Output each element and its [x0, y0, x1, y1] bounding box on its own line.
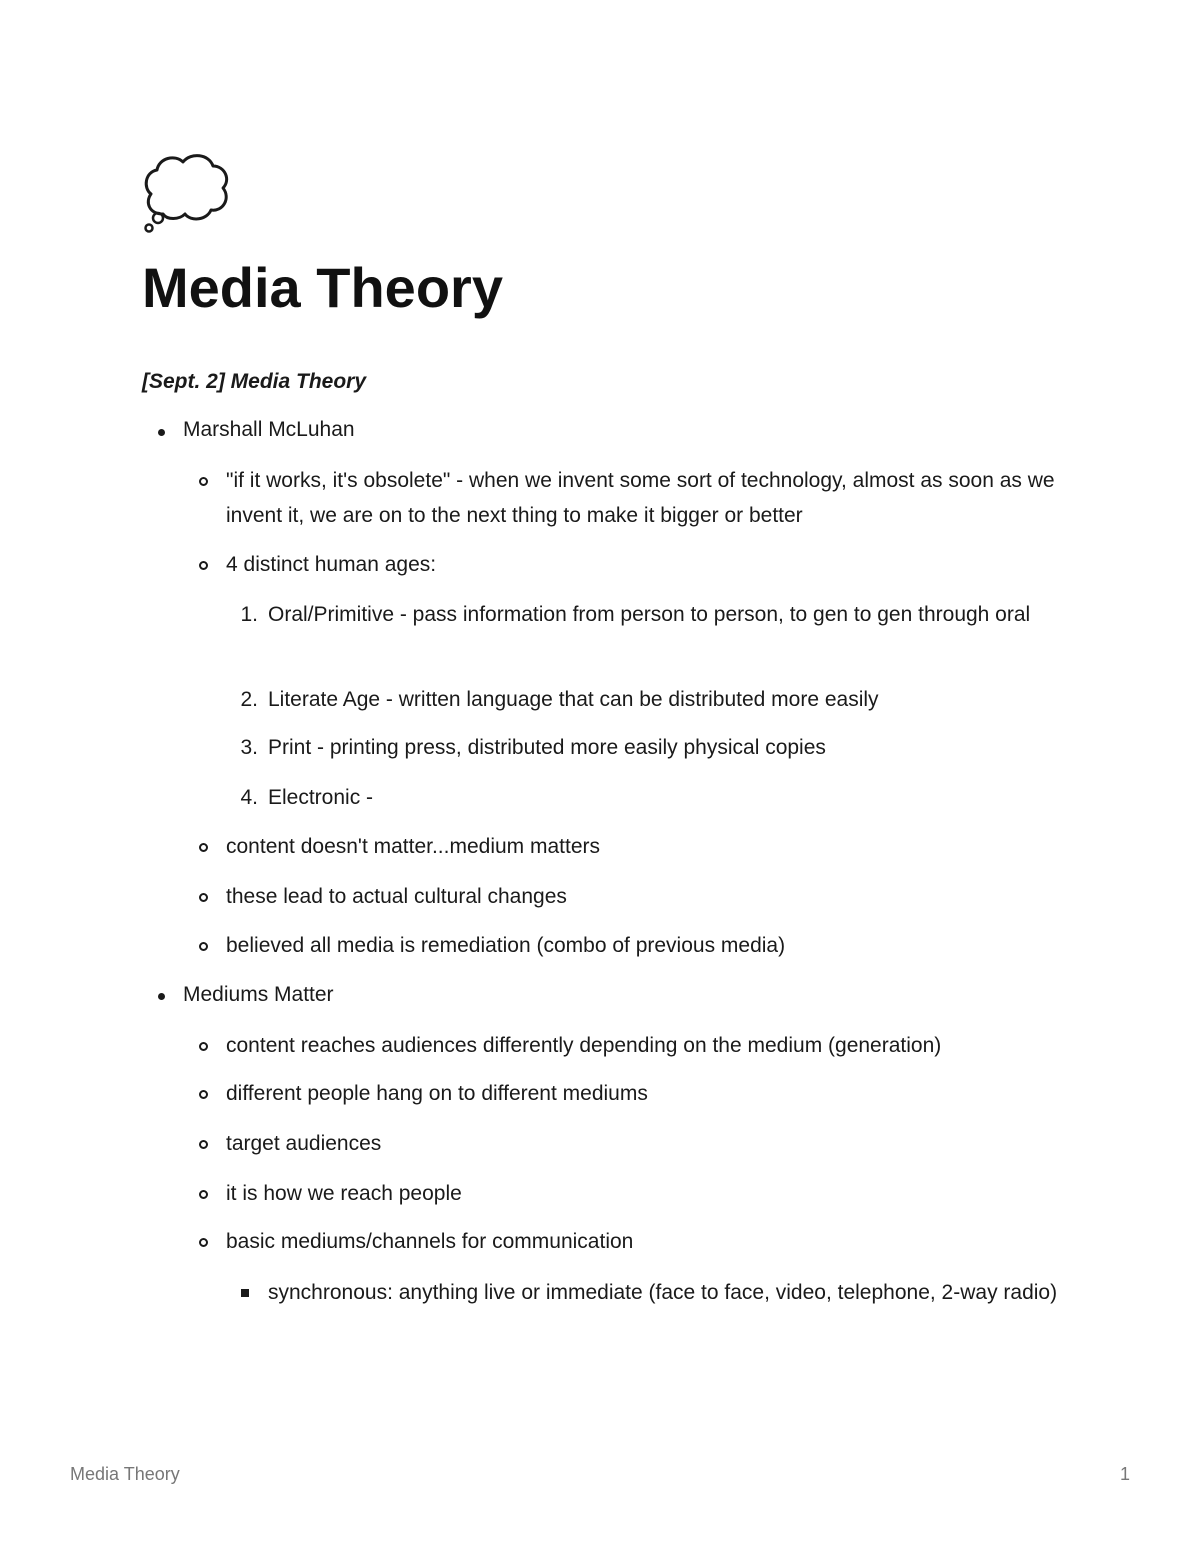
list-item-obsolete: "if it works, it's obsolete" - when we invent some sort of technology, almost as soon as we invent it, we are on to the next thing to make it bigger or better	[226, 469, 1055, 527]
bullet-disc	[158, 429, 165, 436]
list-item-mediums: Mediums Matter	[183, 983, 334, 1006]
list-item-mcluhan: Marshall McLuhan	[183, 418, 355, 441]
list-number: 3.	[240, 736, 258, 759]
bullet-circle	[199, 843, 208, 852]
page-title: Media Theory	[142, 256, 503, 319]
list-item-remediation: believed all media is remediation (combo of previous media)	[226, 934, 786, 957]
section-heading: [Sept. 2] Media Theory	[142, 370, 367, 393]
bullet-circle	[199, 1140, 208, 1149]
list-number: 4.	[240, 786, 258, 809]
list-number: 1.	[240, 603, 258, 626]
bullet-circle	[199, 1090, 208, 1099]
footer-page-number: 1	[1119, 1464, 1130, 1484]
list-item-content: content doesn't matter...medium matters	[226, 835, 601, 858]
list-item-medium-target: target audiences	[226, 1132, 382, 1155]
thought-balloon-icon	[141, 152, 229, 236]
list-item-ages: 4 distinct human ages:	[226, 553, 437, 576]
list-item-age-oral: Oral/Primitive - pass information from person to person, to gen to gen through oral	[268, 603, 1031, 626]
list-item-medium-people: different people hang on to different mediums	[226, 1082, 648, 1105]
bullet-circle	[199, 1042, 208, 1051]
list-item-cultural: these lead to actual cultural changes	[226, 885, 567, 908]
list-item-medium-channels: basic mediums/channels for communication	[226, 1230, 634, 1253]
list-item-synchronous: synchronous: anything live or immediate (face to face, video, telephone, 2-way radio)	[268, 1281, 1058, 1304]
list-item-age-literate: Literate Age - written language that can be distributed more easily	[268, 688, 879, 711]
list-item-age-electronic: Electronic -	[268, 786, 374, 809]
list-item-medium-reach: it is how we reach people	[226, 1182, 462, 1205]
bullet-circle	[199, 1190, 208, 1199]
list-number: 2.	[240, 688, 258, 711]
bullet-circle	[199, 477, 208, 486]
list-item-age-print: Print - printing press, distributed more easily physical copies	[268, 736, 826, 759]
bullet-circle	[199, 1238, 208, 1247]
bullet-square	[241, 1289, 249, 1297]
bullet-disc	[158, 993, 165, 1000]
list-item-medium-content: content reaches audiences differently depending on the medium (generation)	[226, 1034, 942, 1057]
bullet-circle	[199, 561, 208, 570]
bullet-circle	[199, 942, 208, 951]
footer-title: Media Theory	[70, 1464, 180, 1484]
bullet-circle	[199, 893, 208, 902]
